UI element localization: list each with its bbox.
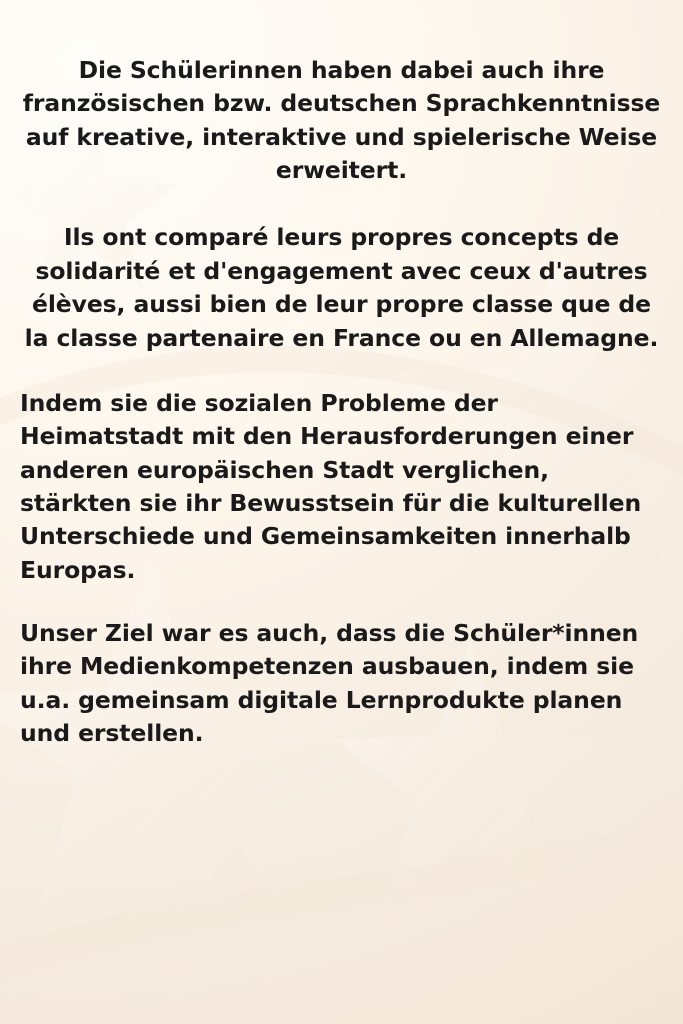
paragraph-3: Indem sie die sozialen Probleme der Heimatstadt mit den Herausforderungen einer anderen europäischen Stadt verglichen, stärkten sie ihr Bewusstsein für die kulturellen Unterschiede und Gemeinsamkeiten innerhalb Europas. [20,388,642,584]
paragraph-2: Ils ont comparé leurs propres concepts de solidarité et d'engagement avec ceux d'autres élèves, aussi bien de leur propre classe que de la classe partenaire en France ou en Allemagne. [24,223,659,352]
paragraph-4: Unser Ziel war es auch, dass die Schüler*innen ihre Medienkompetenzen ausbauen, indem sie u.a. gemeinsam digitale Lernprodukte planen und erstellen. [20,619,639,748]
paragraph-1: Die Schülerinnen haben dabei auch ihre französischen bzw. deutschen Sprachkenntnisse auf kreative, interaktive und spielerische Weise erweitert. [22,56,661,185]
